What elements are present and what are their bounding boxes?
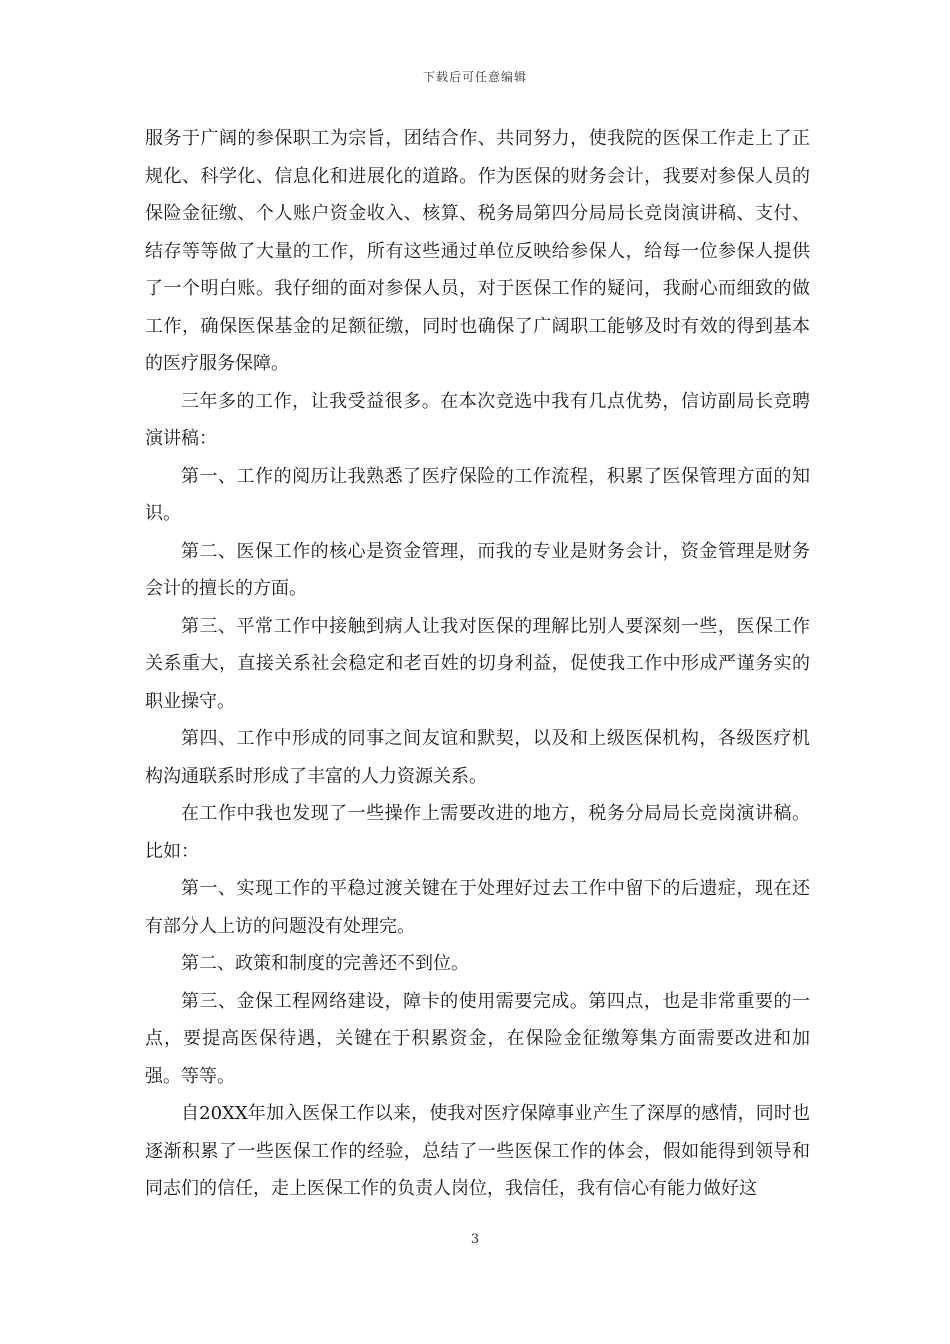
paragraph: 第三、金保工程网络建设，障卡的使用需要完成。第四点，也是非常重要的一点，要提高医保待遇，关键在于积累资金，在保险金征缴筹集方面需要改进和加强。等等。 [145,990,810,1087]
paragraph: 第一、实现工作的平稳过渡关键在于处理好过去工作中留下的后遗症，现在还有部分人上访的问题没有处理完。 [145,878,810,937]
paragraph: 第四、工作中形成的同事之间友谊和默契，以及和上级医保机构，各级医疗机构沟通联系时形成了丰富的人力资源关系。 [145,728,810,787]
paragraph: 第二、政策和制度的完善还不到位。 [181,953,469,974]
paragraph: 第一、工作的阅历让我熟悉了医疗保险的工作流程，积累了医保管理方面的知识。 [145,465,810,524]
page-number: 3 [470,1232,480,1247]
paragraph: 三年多的工作，让我受益很多。在本次竞选中我有几点优势，信访副局长竞聘演讲稿： [145,390,810,449]
paragraph-continued: 服务于广阔的参保职工为宗旨，团结合作、共同努力，使我院的医保工作走上了正规化、科学化、信息化和进展化的道路。作为医保的财务会计，我要对参保人员的保险金征缴、个人账户资金收入、核算、税务局第四分局局长竞岗演讲稿、支付、结存等等做了大量的工作，所有这些通过单位反映给参保人，给每一位参保人提供了一个明白账。我仔细的面对参保人员，对于医保工作的疑问，我耐心而细致的做工作，确保医保基金的足额征缴，同时也确保了广阔职工能够及时有效的得到基本的医疗服务保障。 [145,128,810,374]
document-body [145,120,810,1208]
paragraph: 第二、医保工作的核心是资金管理，而我的专业是财务会计，资金管理是财务会计的擅长的方面。 [145,540,810,599]
page-header: 下载后可任意编辑 [422,70,527,84]
paragraph: 在工作中我也发现了一些操作上需要改进的地方，税务分局局长竞岗演讲稿。比如： [145,803,810,862]
paragraph: 第三、平常工作中接触到病人让我对医保的理解比别人要深刻一些，医保工作关系重大，直接关系社会稳定和老百姓的切身利益，促使我工作中形成严谨务实的职业操守。 [145,615,810,712]
paragraph: 自20XX年加入医保工作以来，使我对医疗保障事业产生了深厚的感情，同时也逐渐积累了一些医保工作的经验，总结了一些医保工作的体会，假如能得到领导和同志们的信任，走上医保工作的负责人岗位，我信任，我有信心有能力做好这 [145,1103,810,1199]
